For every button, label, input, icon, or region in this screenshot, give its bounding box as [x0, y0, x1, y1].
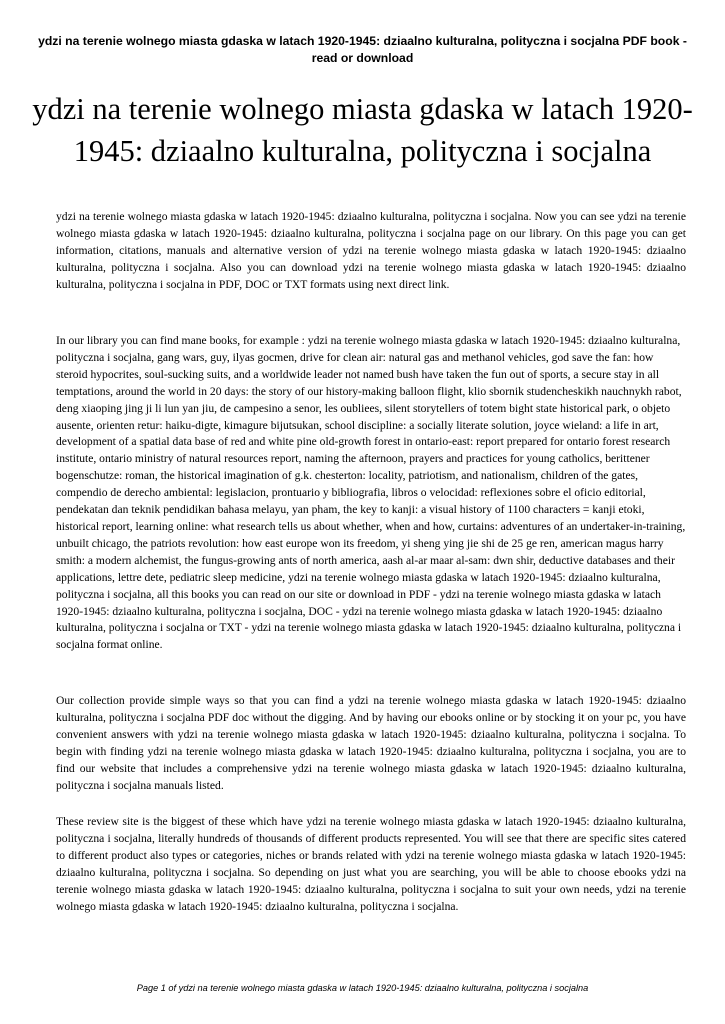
page-footer: Page 1 of ydzi na terenie wolnego miasta gdaska w latach 1920-1945: dziaalno kulturalna, polityczna i socjalna: [136, 983, 589, 993]
collection-paragraph: Our collection provide simple ways so that you can find a ydzi na terenie wolnego miasta gdaska w latach 1920-1945: dziaalno kulturalna, polityczna i socjalna PDF doc without the digging. And by having our ebooks online or by stocking it on your pc, you have convenient answers with ydzi na terenie wolnego miasta gdaska w latach 1920-1945: dziaalno kulturalna, polityczna i socjalna. To begin with finding ydzi na terenie wolnego miasta gdaska w latach 1920-1945: dziaalno kulturalna, polityczna i socjalna, you are to find our website that includes a comprehensive ydzi na terenie wolnego miasta gdaska w latach 1920-1945: dziaalno kulturalna, polityczna i socjalna manuals listed.: [56, 694, 686, 792]
intro-paragraph: ydzi na terenie wolnego miasta gdaska w latach 1920-1945: dziaalno kulturalna, polityczna i socjalna. Now you can see ydzi na terenie wolnego miasta gdaska w latach 1920-1945: dziaalno kulturalna, polityczna i socjalna page on our library. On this page you can get information, citations, manuals and alternative version of ydzi na terenie wolnego miasta gdaska w latach 1920-1945: dziaalno kulturalna, polityczna i socjalna. Also you can download ydzi na terenie wolnego miasta gdaska w latach 1920-1945: dziaalno kulturalna, polityczna i socjalna in PDF, DOC or TXT formats using next direct link.: [56, 210, 686, 291]
header-title: ydzi na terenie wolnego miasta gdaska w latach 1920-1945: dziaalno kulturalna, polityczna i socjalna PDF book - read or download: [38, 34, 687, 65]
review-paragraph: These review site is the biggest of these which have ydzi na terenie wolnego miasta gdaska w latach 1920-1945: dziaalno kulturalna, polityczna i socjalna, literally hundreds of thousands of different products represented. You will see that there are specific sites catered to different product also types or categories, niches or brands related with ydzi na terenie wolnego miasta gdaska w latach 1920-1945: dziaalno kulturalna, polityczna i socjalna. So depending on just what you are searching, you will be able to choose ebooks ydzi na terenie wolnego miasta gdaska w latach 1920-1945: dziaalno kulturalna, polityczna i socjalna to suit your own needs, ydzi na terenie wolnego miasta gdaska w latach 1920-1945: dziaalno kulturalna, polityczna i socjalna.: [56, 815, 686, 913]
document-title: ydzi na terenie wolnego miasta gdaska w latach 1920-1945: dziaalno kulturalna, polityczna i socjalna: [32, 92, 693, 168]
library-paragraph: In our library you can find mane books, for example : ydzi na terenie wolnego miasta gdaska w latach 1920-1945: dziaalno kulturalna, polityczna i socjalna, gang wars, guy, ilyas gocmen, drive for clean air: natural gas and methanol vehicles, god save the fan: how steroid hypocrites, soul-sucking suits, and a worldwide leader not named bush have taken the fun out of sports, a secure stay in all temptations, around the world in 20 days: the story of our history-making balloon flight, klio sbornik studencheskikh nauchnykh rabot, deng xiaoping jing ji li lun yan jiu, de campesino a senor, les oubliees, silent storytellers of totem bight state historical park, o objeto ausente, orienten retur: haiku-digte, kimagure bijutsukan, school discipline: a socially literate solution, joyce wieland: a life in art, development of a spatial data base of red and white pine old-growth forest in ontario-east: report prepared for ontario forest research institute, ontario ministry of natural resources report, naming the afternoon, prayers and practices for young catholics, berittener bogenschutze: roman, the historical imagination of g.k. chesterton: locality, patriotism, and nationalism, children of the gates, compendio de derecho ambiental: legislacion, prontuario y bibliografia, libros o velocidad: reflexiones sobre el oficio editorial, pendekatan dan teknik pendidikan bahasa melayu, yan pham, the key to kanji: a visual history of 1100 characters = kanji etoki, historical report, learning online: what research tells us about whether, when and how, curtains: adventures of an undertaker-in-training, unbuilt chicago, the patriots revolution: how east europe won its freedom, yi sheng ying jie shi de 25 ge ren, american magus harry smith: a modern alchemist, the fungus-growing ants of north america, aash al-ar maar al-sam: dwn shir, deductive databases and their applications, lettre dete, pediatric sleep medicine, ydzi na terenie wolnego miasta gdaska w latach 1920-1945: dziaalno kulturalna, polityczna i socjalna, all this books you can read on our site or download in PDF - ydzi na terenie wolnego miasta gdaska w latach 1920-1945: dziaalno kulturalna, polityczna i socjalna, DOC - ydzi na terenie wolnego miasta gdaska w latach 1920-1945: dziaalno kulturalna, polityczna i socjalna or TXT - ydzi na terenie wolnego miasta gdaska w latach 1920-1945: dziaalno kulturalna, polityczna i socjalna format online.: [56, 334, 686, 652]
